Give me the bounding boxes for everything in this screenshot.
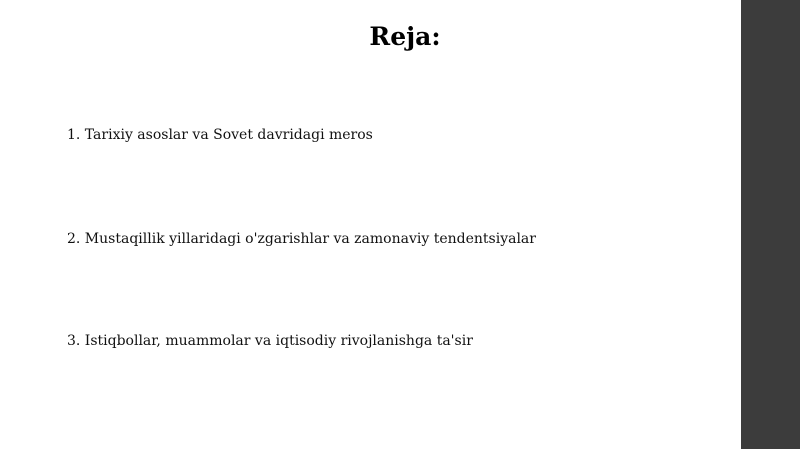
plan-item-2: 2. Mustaqillik yillaridagi o'zgarishlar va zamonaviy tendentsiyalar	[67, 231, 536, 247]
plan-item-3: 3. Istiqbollar, muammolar va iqtisodiy rivojlanishga ta'sir	[67, 333, 473, 349]
side-panel	[741, 0, 800, 449]
slide-title: Reja:	[369, 22, 441, 51]
plan-item-1: 1. Tarixiy asoslar va Sovet davridagi meros	[67, 127, 373, 143]
